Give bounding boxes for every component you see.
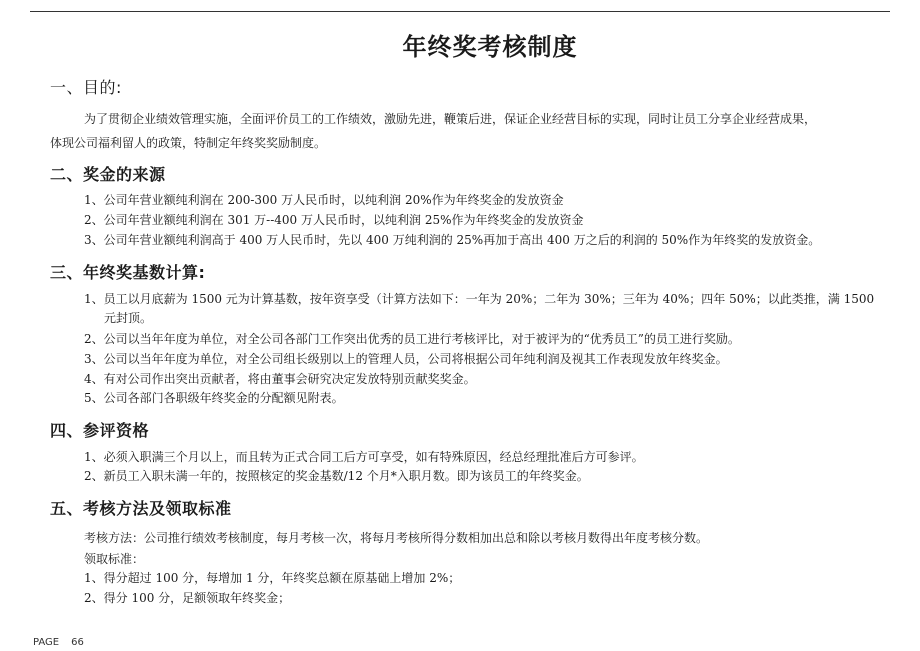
base-calculation-item-1: 1、员工以月底薪为 1500 元为计算基数，按年资享受（计算方法如下：一年为 20%；二年为 30%；三年为 40%；四年 50%；以此类推，满 1500	[84, 292, 875, 306]
collection-standard-item-1: 1、得分超过 100 分，每增加 1 分，年终奖总额在原基础上增加 2%；	[84, 571, 461, 585]
base-calculation-item-5: 5、公司各部门各职级年终奖金的分配额见附表。	[84, 391, 344, 405]
base-calculation-item-2: 2、公司以当年年度为单位，对全公司各部门工作突出优秀的员工进行考核评比，对于被评为的“优秀员工”的员工进行奖励。	[84, 332, 740, 346]
collection-standard-label: 领取标准：	[84, 552, 145, 566]
bonus-source-item-3: 3、公司年营业额纯利润高于 400 万人民币时，先以 400 万纯利润的 25%再加于高出 400 万之后的利润的 50%作为年终奖的发放资金。	[84, 233, 821, 247]
base-calculation-item-1-continued: 元封顶。	[104, 311, 153, 325]
footer-page-number: 66	[71, 637, 84, 648]
base-calculation-item-4: 4、有对公司作出突出贡献者，将由董事会研究决定发放特别贡献奖奖金。	[84, 372, 476, 386]
section-heading-purpose: 一、目的:	[50, 78, 122, 97]
purpose-paragraph-line-2: 体现公司福利留人的政策，特制定年终奖奖励制度。	[50, 136, 327, 150]
collection-standard-item-2: 2、得分 100 分，足额领取年终奖金；	[84, 591, 291, 605]
footer-page-label: PAGE	[33, 637, 60, 648]
eligibility-item-2: 2、新员工入职未满一年的，按照核定的奖金基数/12 个月*入职月数。即为该员工的年终奖金。	[84, 469, 589, 483]
header-rule	[30, 11, 890, 12]
section-heading-bonus-source: 二、奖金的来源	[50, 165, 166, 184]
section-heading-assessment-method: 五、考核方法及领取标准	[50, 499, 232, 518]
purpose-paragraph-line-1: 为了贯彻企业绩效管理实施，全面评价员工的工作绩效，激励先进，鞭策后进，保证企业经营目标的实现，同时让员工分享企业经营成果，	[84, 112, 817, 126]
bonus-source-item-1: 1、公司年营业额纯利润在 200-300 万人民币时，以纯利润 20%作为年终奖金的发放资金	[84, 193, 564, 207]
document-title: 年终奖考核制度	[402, 33, 578, 61]
page-footer	[33, 637, 84, 648]
section-heading-eligibility: 四、参评资格	[50, 421, 150, 440]
assessment-method-text: 考核方法：公司推行绩效考核制度，每月考核一次，将每月考核所得分数相加出总和除以考核月数得出年度考核分数。	[84, 531, 709, 545]
eligibility-item-1: 1、必须入职满三个月以上，而且转为正式合同工后方可享受，如有特殊原因，经总经理批准后方可参评。	[84, 450, 644, 464]
base-calculation-item-3: 3、公司以当年年度为单位，对全公司组长级别以上的管理人员，公司将根据公司年纯利润及视其工作表现发放年终奖金。	[84, 352, 728, 366]
section-heading-base-calculation: 三、年终奖基数计算:	[50, 263, 206, 282]
bonus-source-item-2: 2、公司年营业额纯利润在 301 万--400 万人民币时，以纯利润 25%作为年终奖金的发放资金	[84, 213, 584, 227]
